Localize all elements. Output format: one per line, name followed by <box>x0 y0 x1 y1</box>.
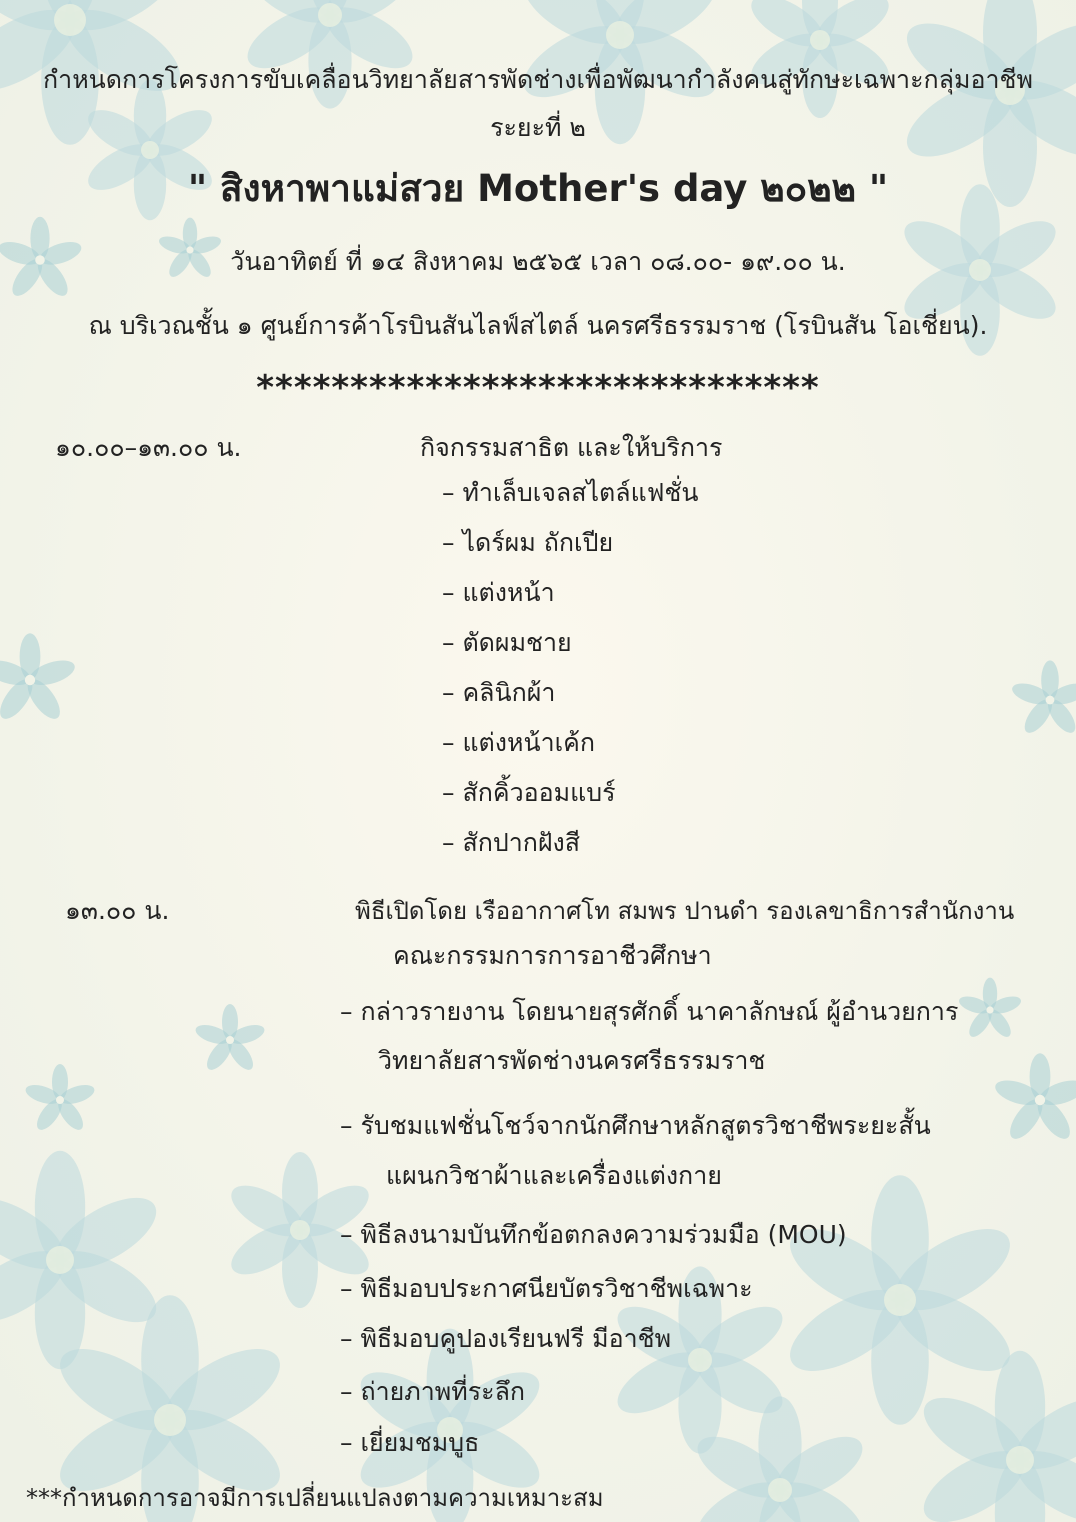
opening-line-2: คณะกรรมการการอาชีวศึกษา <box>393 941 712 970</box>
opening-line-1: พิธีเปิดโดย เรืออากาศโท สมพร ปานดำ รองเลขาธิการสำนักงาน <box>355 897 1015 925</box>
list-item: – สักคิ้วออมแบร์ <box>442 778 616 807</box>
time-block-2: ๑๓.๐๐ น. <box>65 896 170 925</box>
report-line-2: วิทยาลัยสารพัดช่างนครศรีธรรมราช <box>378 1046 766 1075</box>
event-date: วันอาทิตย์ ที่ ๑๔ สิงหาคม ๒๕๖๕ เวลา ๐๘.๐๐- ๑๙.๐๐ น. <box>230 247 846 276</box>
list-item: – ตัดผมชาย <box>442 628 572 657</box>
header-line-2: ระยะที่ ๒ <box>490 113 586 142</box>
list-item: – แต่งหน้า <box>442 578 555 607</box>
report-line-1: – กล่าวรายงาน โดยนายสุรศักดิ์ นาคาลักษณ์ ผู้อำนวยการ <box>340 997 959 1026</box>
block-1-heading: กิจกรรมสาธิต และให้บริการ <box>420 433 723 462</box>
list-item: – ถ่ายภาพที่ระลึก <box>340 1377 526 1406</box>
fashion-line-2: แผนกวิชาผ้าและเครื่องแต่งกาย <box>386 1161 722 1190</box>
event-venue: ณ บริเวณชั้น ๑ ศูนย์การค้าโรบินสันไลฟ์สไตล์ นครศรีธรรมราช (โรบินสัน โอเชี่ยน). <box>88 311 988 340</box>
star-divider: ****************************** <box>256 368 820 408</box>
footer-note: ***กำหนดการอาจมีการเปลี่ยนแปลงตามความเหมาะสม <box>26 1484 604 1512</box>
list-item: – พิธีลงนามบันทึกข้อตกลงความร่วมมือ (MOU) <box>340 1220 847 1249</box>
list-item: – ไดร์ผม ถักเปีย <box>442 528 614 557</box>
list-item: – พิธีมอบคูปองเรียนฟรี มีอาชีพ <box>340 1324 672 1353</box>
header-line-1: กำหนดการโครงการขับเคลื่อนวิทยาลัยสารพัดช่างเพื่อพัฒนากำลังคนสู่ทักษะเฉพาะกลุ่มอาชีพ <box>43 65 1033 94</box>
list-item: – สักปากฝังสี <box>442 828 581 857</box>
fashion-line-1: – รับชมแฟชั่นโชว์จากนักศึกษาหลักสูตรวิชาชีพระยะสั้น <box>340 1111 931 1140</box>
list-item: – เยี่ยมชมบูธ <box>340 1428 480 1457</box>
list-item: – ทำเล็บเจลสไตล์แฟชั่น <box>442 478 699 507</box>
list-item: – แต่งหน้าเค้ก <box>442 728 596 757</box>
event-title: " สิงหาพาแม่สวย Mother's day ๒๐๒๒ " <box>187 167 889 210</box>
time-block-1: ๑๐.๐๐–๑๓.๐๐ น. <box>55 433 242 462</box>
list-item: – คลินิกผ้า <box>442 678 556 707</box>
list-item: – พิธีมอบประกาศนียบัตรวิชาชีพเฉพาะ <box>340 1274 753 1303</box>
